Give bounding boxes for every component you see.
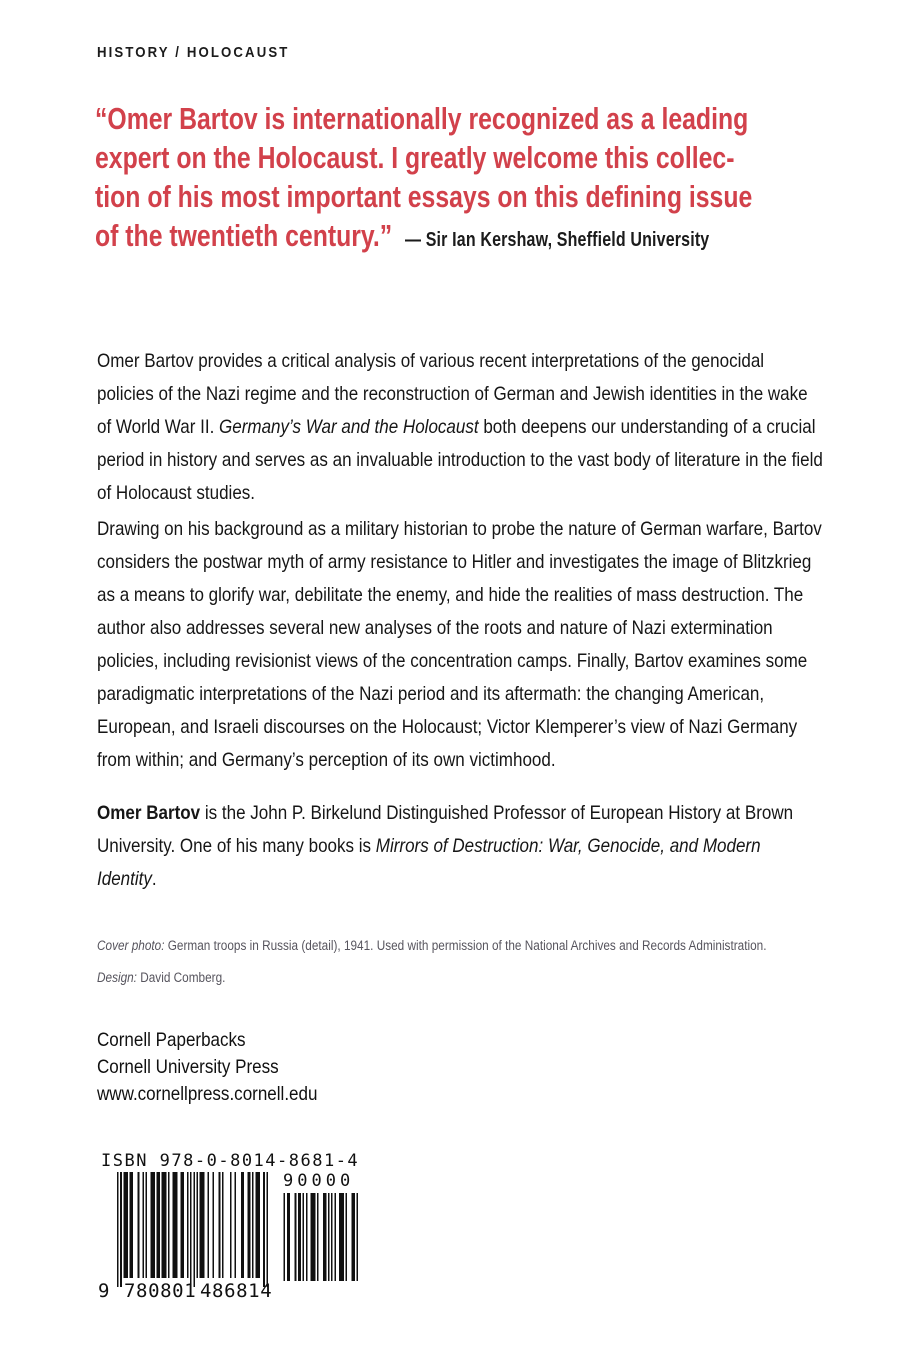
cover-photo-credit: Cover photo: German troops in Russia (detail), 1941. Used with permission of the National Archives and Records Administration. [97,938,767,953]
publisher-url: www.cornellpress.cornell.edu [97,1083,318,1105]
isbn-label: ISBN 978-0-8014-8681-4 [101,1151,360,1171]
publisher-imprint: Cornell Paperbacks [97,1029,246,1051]
credits-block [97,936,823,1000]
supplement-price-code: 90000 [283,1171,355,1191]
category-label: HISTORY / HOLOCAUST [97,44,290,61]
quote-line-2: expert on the Holocaust. I greatly welcome this collec- [95,140,735,175]
ean-digit-group-2: 486814 [200,1280,273,1302]
publisher-name: Cornell University Press [97,1056,279,1078]
quote-attribution: — Sir Ian Kershaw, Sheffield University [404,229,710,251]
synopsis-paragraph-2: Drawing on his background as a military historian to probe the nature of German warfare, Bartov considers the postwar myth of army resistance to Hitler and investigates the image of Blitzkrieg as a means to glorify war, debilitate the enemy, and hide the realities of mass destruction. The author also addresses several new analyses of the roots and nature of Nazi extermination policies, including revisionist views of the concentration camps. Finally, Bartov examines some paradigmatic interpretations of the Nazi period and its aftermath: the changing American, European, and Israeli discourses on the Holocaust; Victor Klemperer’s view of Nazi Germany from within; and Germany’s perception of its own victimhood. [97,518,822,771]
quote-line-3: tion of his most important essays on this defining issue [95,179,753,214]
ean13-digits [88,1280,388,1302]
ean-digit-group-1: 780801 [124,1280,197,1302]
barcode-panel [88,1138,420,1318]
review-quote [95,99,907,260]
synopsis-paragraph-1: Omer Bartov provides a critical analysis of various recent interpretations of the genocidal policies of the Nazi regime and the reconstruction of German and Jewish identities in the wake of World War II. Germany’s War and the Holocaust both deepens our understanding of a crucial period in history and serves as an invaluable introduction to the vast body of literature in the field of Holocaust studies. [97,350,823,504]
ean5-supplement-barcode [282,1193,358,1281]
ean13-barcode [117,1172,268,1287]
author-bio: Omer Bartov is the John P. Birkelund Distinguished Professor of European History at Brown University. One of his many books is Mirrors of Destruction: War, Genocide, and Modern Identity. [97,802,794,890]
design-credit: Design: David Comberg. [97,970,226,985]
publisher-block [97,1027,317,1108]
quote-line-4-text: of the twentieth century.” [95,218,393,253]
quote-line-4 [95,216,752,260]
quote-line-1: “Omer Bartov is internationally recognized as a leading [95,101,749,136]
ean-first-digit: 9 [98,1280,110,1302]
